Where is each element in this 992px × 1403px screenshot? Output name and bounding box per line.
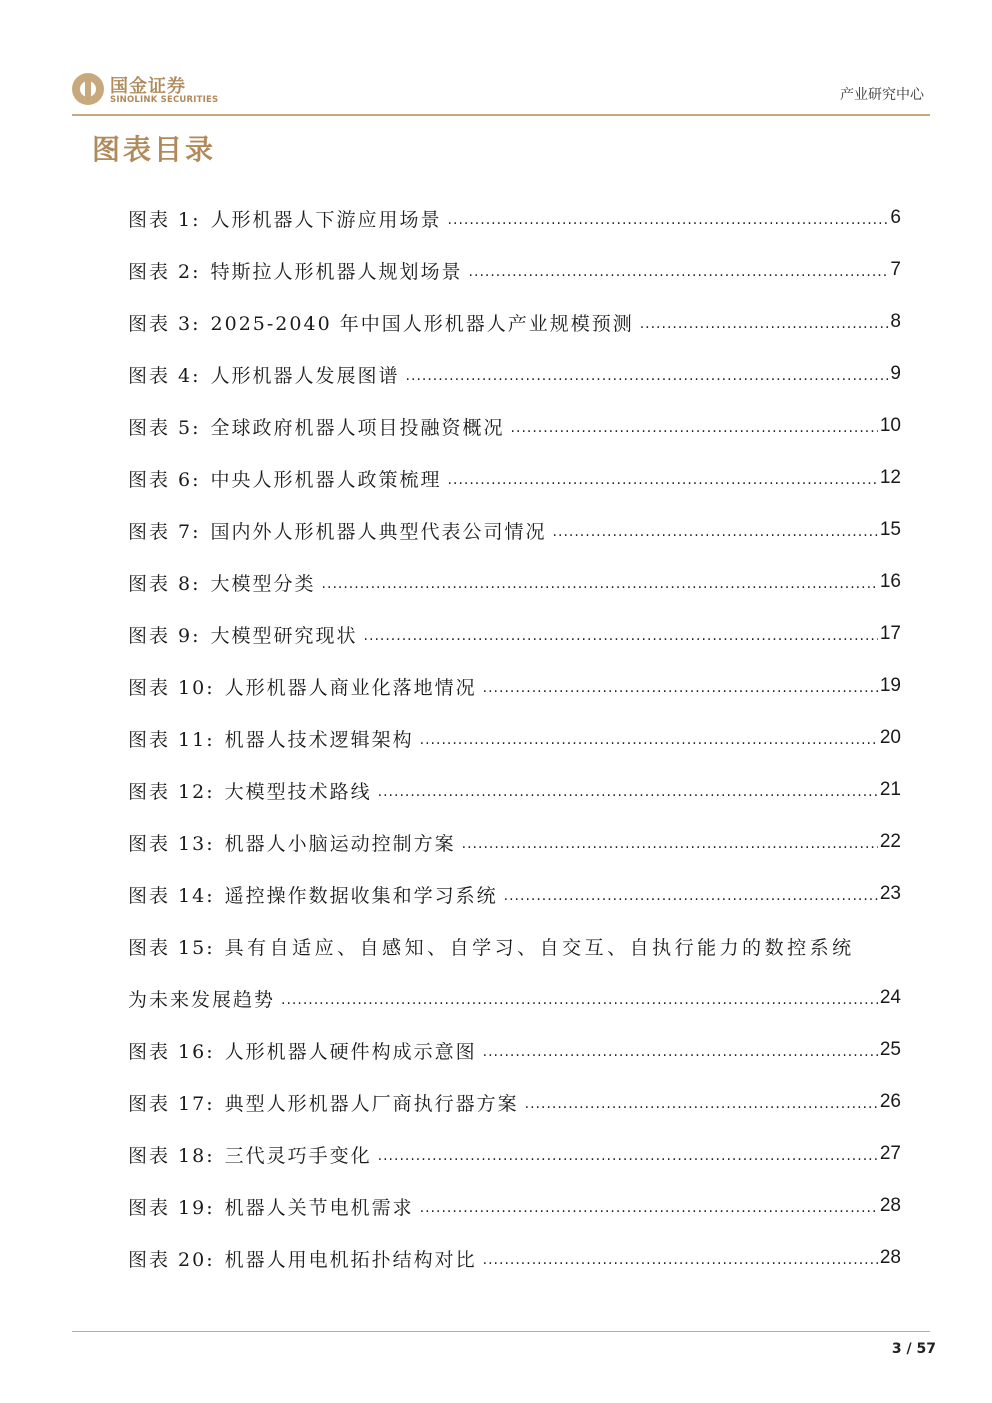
logo-chinese-name: 国金证券 [110,76,186,97]
header-divider [72,114,930,116]
toc-entry-page: 27 [879,1143,901,1164]
toc-entry-page: 8 [890,311,901,332]
toc-leader-dots [406,368,889,384]
toc-entry-4[interactable] [128,348,901,400]
toc-entry-page: 12 [879,467,901,488]
toc-entry-title: 大模型技术路线 [224,780,372,803]
toc-entry-label: 图表 12: [128,780,215,803]
toc-entry-label: 图表 8: [128,572,201,595]
toc-leader-dots [378,1148,878,1164]
toc-leader-dots [364,628,878,644]
logo-english-name: SINOLINK SECURITIES [110,95,219,105]
sinolink-logo [72,72,222,108]
toc-entry-title: 具有自适应、自感知、自学习、自交互、自执行能力的数控系统 [224,936,855,959]
toc-entry-7[interactable] [128,504,901,556]
toc-entry-19[interactable] [128,1180,901,1232]
toc-entry-14[interactable] [128,868,901,920]
department-label: 产业研究中心 [840,87,924,103]
toc-entry-label: 图表 10: [128,676,215,699]
toc-entry-title: 机器人关节电机需求 [224,1196,414,1219]
toc-entry-18[interactable] [128,1128,901,1180]
toc-entry-15-continued[interactable] [128,972,901,1024]
toc-entry-label: 图表 5: [128,416,201,439]
page-indicator: 3 / 57 [891,1341,936,1357]
toc-entry-page: 16 [879,571,901,592]
toc-leader-dots [511,420,878,436]
toc-leader-dots [469,264,889,280]
toc-entry-20[interactable] [128,1232,901,1284]
toc-entry-title: 遥控操作数据收集和学习系统 [224,884,498,907]
toc-leader-dots [640,316,889,332]
toc-entry-5[interactable] [128,400,901,452]
toc-entry-2[interactable] [128,244,901,296]
toc-entry-label: 图表 11: [128,728,215,751]
toc-leader-dots [322,576,878,592]
toc-entry-title: 大模型研究现状 [210,624,358,647]
toc-entry-page: 6 [890,207,901,228]
toc-entry-title: 人形机器人商业化落地情况 [224,676,477,699]
toc-entry-15[interactable] [128,920,901,972]
toc-entry-page: 20 [879,727,901,748]
toc-entry-title: 特斯拉人形机器人规划场景 [210,260,463,283]
toc-entry-label: 图表 3: [128,312,201,335]
toc-entry-title: 三代灵巧手变化 [224,1144,372,1167]
toc-entry-16[interactable] [128,1024,901,1076]
toc-entry-page: 9 [890,363,901,384]
toc-entry-page: 15 [879,519,901,540]
toc-leader-dots [483,1252,878,1268]
toc-entry-page: 28 [879,1195,901,1216]
toc-entry-title: 大模型分类 [210,572,316,595]
toc-leader-dots [420,732,878,748]
toc-entry-label: 图表 13: [128,832,215,855]
toc-entry-11[interactable] [128,712,901,764]
toc-entry-title-continued: 为未来发展趋势 [128,988,276,1011]
toc-entry-page: 24 [879,987,901,1008]
toc-entry-8[interactable] [128,556,901,608]
toc-leader-dots [448,212,889,228]
toc-entry-page: 28 [879,1247,901,1268]
toc-entry-label: 图表 20: [128,1248,215,1271]
toc-entry-title: 人形机器人下游应用场景 [210,208,442,231]
toc-entry-title: 机器人小脑运动控制方案 [224,832,456,855]
toc-leader-dots [553,524,878,540]
toc-leader-dots [483,680,878,696]
toc-entry-page: 10 [879,415,901,436]
table-of-figures [128,192,901,1284]
toc-entry-title: 全球政府机器人项目投融资概况 [210,416,505,439]
toc-entry-label: 图表 15: [128,936,215,959]
toc-entry-label: 图表 7: [128,520,201,543]
footer-divider [72,1331,930,1332]
toc-entry-label: 图表 16: [128,1040,215,1063]
toc-entry-title: 人形机器人发展图谱 [210,364,400,387]
toc-entry-12[interactable] [128,764,901,816]
toc-leader-dots [483,1044,878,1060]
toc-leader-dots [525,1096,878,1112]
toc-leader-dots [281,992,878,1008]
toc-entry-page: 21 [879,779,901,800]
toc-leader-dots [504,888,878,904]
toc-entry-title: 机器人用电机拓扑结构对比 [224,1248,477,1271]
toc-entry-label: 图表 18: [128,1144,215,1167]
toc-entry-10[interactable] [128,660,901,712]
toc-entry-6[interactable] [128,452,901,504]
toc-entry-title: 典型人形机器人厂商执行器方案 [224,1092,519,1115]
toc-entry-label: 图表 2: [128,260,201,283]
toc-entry-page: 26 [879,1091,901,1112]
toc-entry-3[interactable] [128,296,901,348]
toc-leader-dots [420,1200,878,1216]
toc-entry-title: 中央人形机器人政策梳理 [210,468,442,491]
toc-entry-title: 国内外人形机器人典型代表公司情况 [210,520,547,543]
toc-leader-dots [378,784,878,800]
toc-entry-page: 17 [879,623,901,644]
toc-entry-page: 19 [879,675,901,696]
toc-entry-9[interactable] [128,608,901,660]
toc-leader-dots [448,472,878,488]
toc-entry-13[interactable] [128,816,901,868]
toc-entry-label: 图表 6: [128,468,201,491]
toc-entry-label: 图表 1: [128,208,201,231]
toc-entry-label: 图表 17: [128,1092,215,1115]
toc-entry-17[interactable] [128,1076,901,1128]
toc-leader-dots [462,836,878,852]
toc-entry-label: 图表 19: [128,1196,215,1219]
toc-entry-label: 图表 9: [128,624,201,647]
toc-entry-label: 图表 14: [128,884,215,907]
toc-entry-title: 2025-2040 年中国人形机器人产业规模预测 [210,312,634,335]
toc-entry-page: 23 [879,883,901,904]
toc-entry-title: 机器人技术逻辑架构 [224,728,414,751]
toc-entry-page: 22 [879,831,901,852]
page-header [0,0,992,120]
toc-entry-page: 25 [879,1039,901,1060]
toc-entry-title: 人形机器人硬件构成示意图 [224,1040,477,1063]
toc-entry-label: 图表 4: [128,364,201,387]
logo-mark-icon [72,73,104,105]
page-title: 图表目录 [92,133,217,166]
toc-entry-1[interactable] [128,192,901,244]
toc-entry-page: 7 [890,259,901,280]
